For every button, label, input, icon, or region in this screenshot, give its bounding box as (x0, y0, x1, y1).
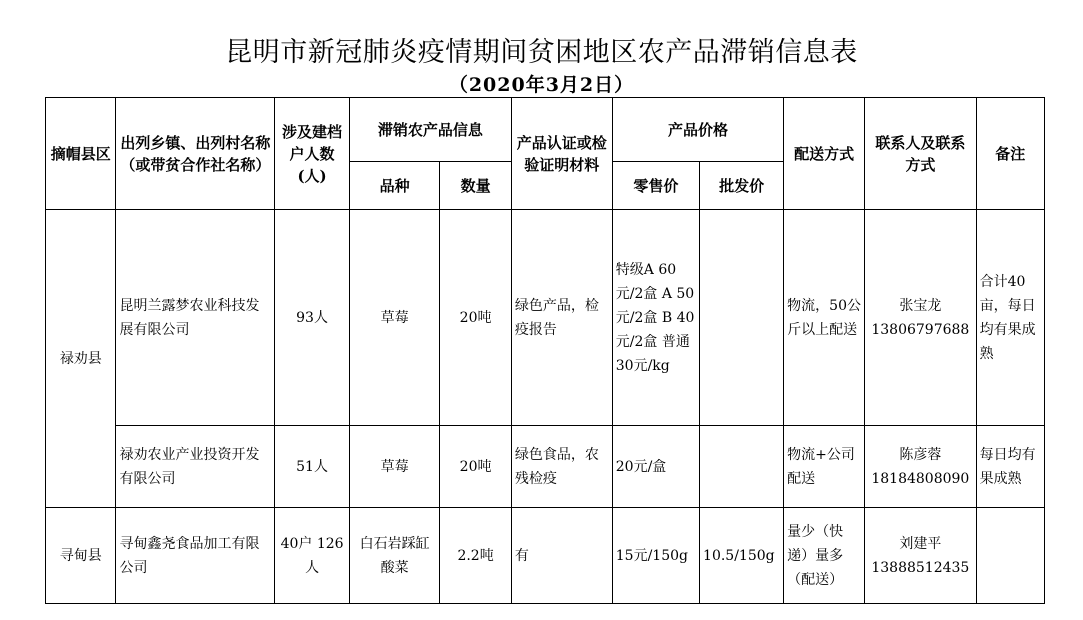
cell-delivery: 量少（快递）量多（配送） (784, 508, 865, 604)
header-product-info: 滞销农产品信息 (349, 98, 511, 162)
table-row (46, 426, 1045, 508)
header-price: 产品价格 (612, 98, 783, 162)
cell-households: 93人 (275, 210, 350, 426)
cell-retail: 15元/150g (612, 508, 699, 604)
header-town: 出列乡镇、出列村名称（或带贫合作社名称） (116, 98, 275, 210)
cell-variety: 白石岩踩缸酸菜 (349, 508, 439, 604)
header-wholesale: 批发价 (700, 162, 784, 210)
contact-name: 刘建平 (899, 535, 942, 552)
cell-certification: 绿色产品，检疫报告 (511, 210, 612, 426)
cell-quantity: 2.2吨 (440, 508, 512, 604)
cell-quantity: 20吨 (440, 426, 512, 508)
cell-retail: 特级A 60元/2盒 A 50元/2盒 B 40元/2盒 普通 30元/kg (612, 210, 699, 426)
unsold-products-table (45, 97, 1045, 604)
header-variety: 品种 (349, 162, 439, 210)
cell-wholesale: 10.5/150g (700, 508, 784, 604)
table-row (46, 508, 1045, 604)
cell-note: 每日均有果成熟 (976, 426, 1044, 508)
cell-note: 合计40亩，每日均有果成熟 (976, 210, 1044, 426)
cell-town: 寻甸鑫尧食品加工有限公司 (116, 508, 275, 604)
header-quantity: 数量 (440, 162, 512, 210)
cell-note (976, 508, 1044, 604)
header-retail: 零售价 (612, 162, 699, 210)
cell-county: 禄劝县 (46, 210, 116, 508)
contact-name: 陈彦蓉 (899, 446, 942, 463)
document-title: 昆明市新冠肺炎疫情期间贫困地区农产品滞销信息表 (225, 37, 858, 68)
cell-town: 昆明兰露梦农业科技发展有限公司 (116, 210, 275, 426)
cell-retail: 20元/盒 (612, 426, 699, 508)
cell-contact (865, 508, 976, 604)
cell-certification: 绿色食品，农残检疫 (511, 426, 612, 508)
header-delivery: 配送方式 (784, 98, 865, 210)
contact-phone: 13806797688 (871, 321, 970, 338)
header-contact: 联系人及联系方式 (865, 98, 976, 210)
table-row (46, 210, 1045, 426)
cell-wholesale (700, 426, 784, 508)
header-county: 摘帽县区 (46, 98, 116, 210)
cell-certification: 有 (511, 508, 612, 604)
header-certification: 产品认证或检验证明材料 (511, 98, 612, 210)
cell-county: 寻甸县 (46, 508, 116, 604)
cell-quantity: 20吨 (440, 210, 512, 426)
contact-phone: 18184808090 (871, 470, 970, 487)
cell-delivery: 物流，50公斤以上配送 (784, 210, 865, 426)
cell-town: 禄劝农业产业投资开发有限公司 (116, 426, 275, 508)
contact-name: 张宝龙 (899, 297, 942, 314)
header-row-1 (46, 98, 1045, 162)
cell-variety: 草莓 (349, 210, 439, 426)
cell-households: 40户 126人 (275, 508, 350, 604)
document-date: （2020年3月2日） (448, 74, 635, 96)
header-note: 备注 (976, 98, 1044, 210)
cell-variety: 草莓 (349, 426, 439, 508)
header-households: 涉及建档户人数(人) (275, 98, 350, 210)
contact-phone: 13888512435 (871, 559, 970, 576)
cell-contact (865, 210, 976, 426)
cell-delivery: 物流+公司配送 (784, 426, 865, 508)
cell-contact (865, 426, 976, 508)
cell-wholesale (700, 210, 784, 426)
cell-households: 51人 (275, 426, 350, 508)
